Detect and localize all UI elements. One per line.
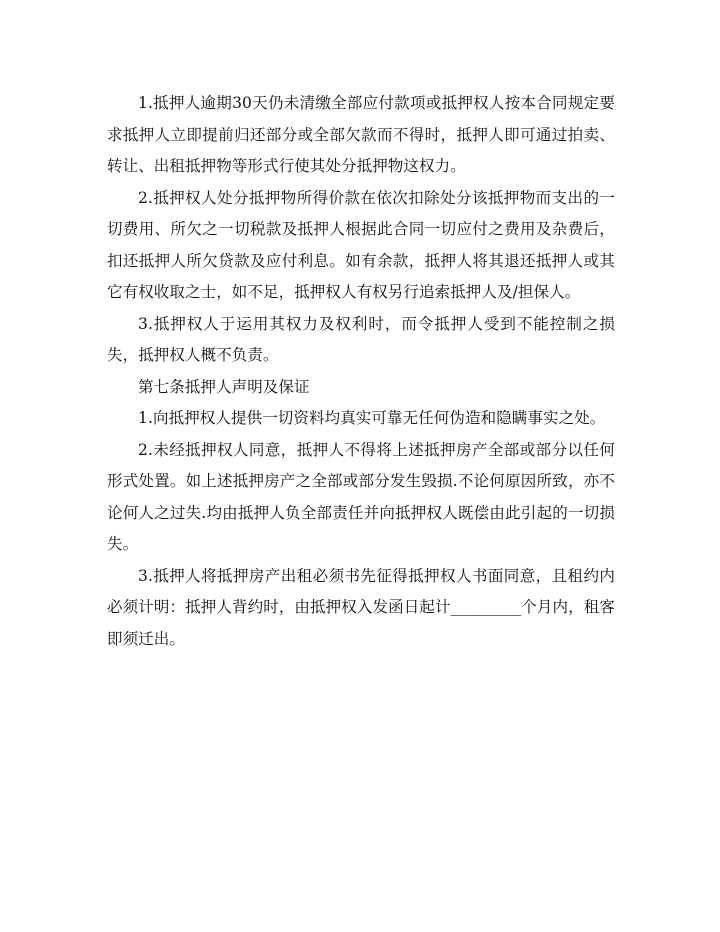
paragraph-2: 2.抵押权人处分抵押物所得价款在依次扣除处分该抵押物而支出的一切费用、所欠之一切税款及抵押人根据此合同一切应付之费用及杂费后，扣还抵押人所欠贷款及应付利息。如有余款，抵押人将其退还抵押人或其它有权收取之士，如不足，抵押权人有权另行追索抵押人及/担保人。 <box>107 188 615 301</box>
paragraph-3: 3.抵押权人于运用其权力及权利时，而令抵押人受到不能控制之损失，抵押权人概不负责。 <box>107 314 615 364</box>
paragraph-5: 1.向抵押权人提供一切资料均真实可靠无任何伪造和隐瞒事实之处。 <box>138 409 606 427</box>
paragraph-7: 3.抵押人将抵押房产出租必须书先征得抵押权人书面同意，且租约内必须计明：抵押人背约时，由抵押权入发函日起计_________个月内，租客即须迁出。 <box>107 566 615 648</box>
section-heading: 第七条抵押人声明及保证 <box>138 377 310 396</box>
paragraph-6: 2.未经抵押权人同意，抵押人不得将上述抵押房产全部或部分以任何形式处置。如上述抵押房产之全部或部分发生毁损.不论何原因所致，亦不论何人之过失.均由抵押人负全部责任并向抵押权人既偿由此引起的一切损失。 <box>107 440 615 553</box>
paragraph-1: 1.抵押人逾期30天仍未清缴全部应付款项或抵押权人按本合同规定要求抵押人立即提前归还部分或全部欠款而不得时，抵押人即可通过拍卖、转让、出租抵押物等形式行使其处分抵押物这权力。 <box>107 94 615 175</box>
document-body <box>107 88 615 655</box>
